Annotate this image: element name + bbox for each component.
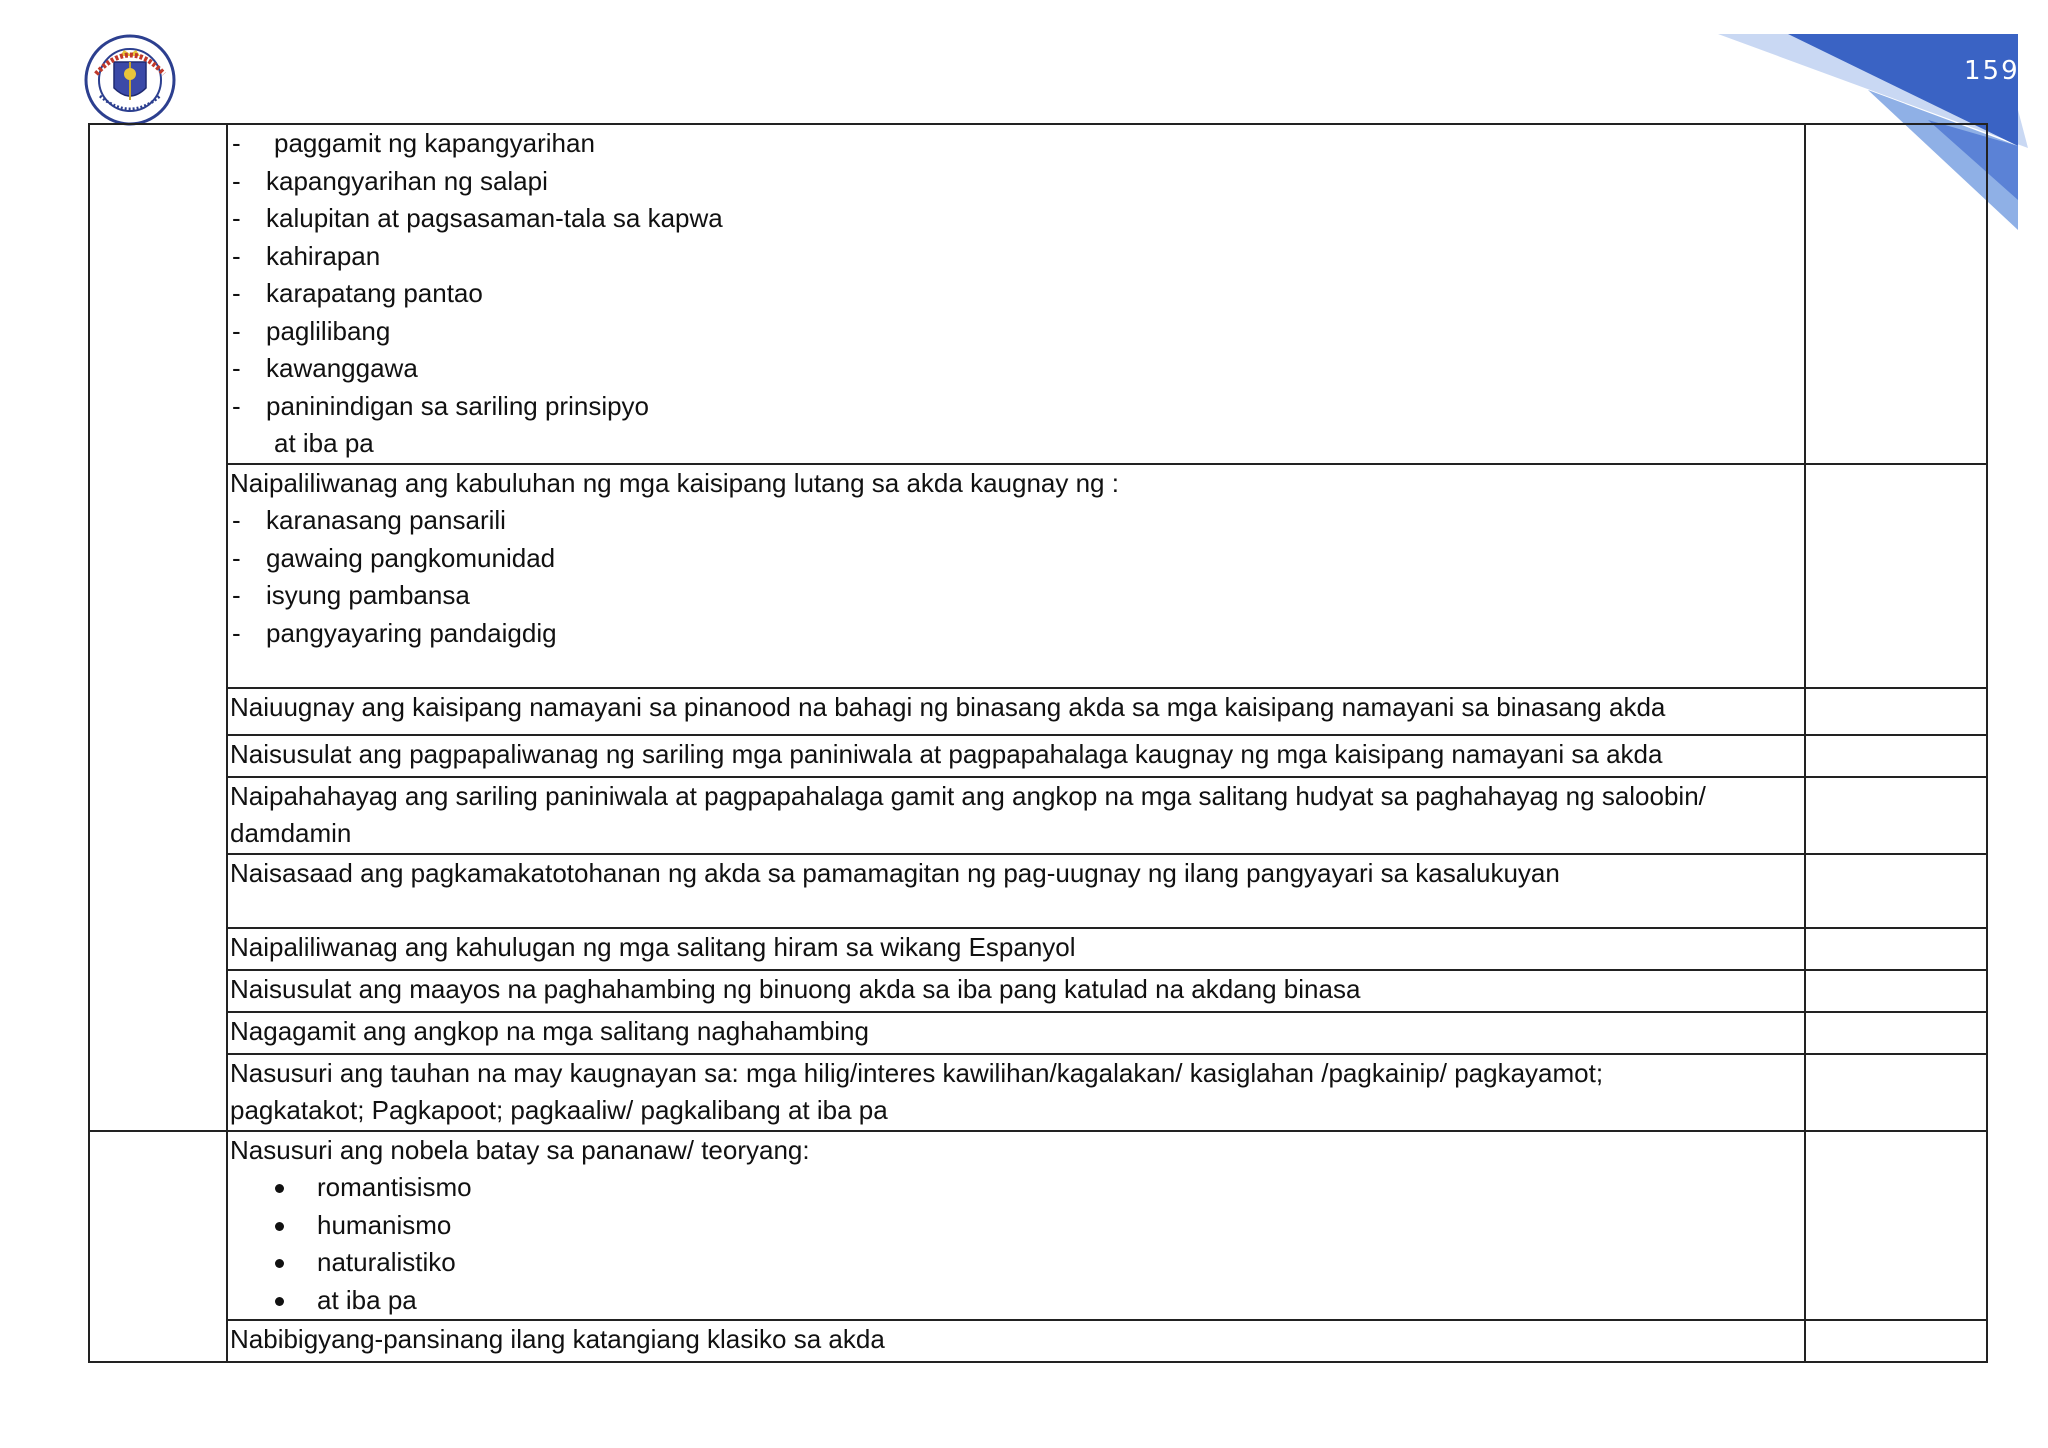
competency-text: Nasusuri ang nobela batay sa pananaw/ teoryang: [230, 1134, 810, 1165]
competency-text: Naisusulat ang pagpapaliwanag ng sariling mga paniniwala at pagpapahalaga kaugnay ng mga kaisipang namayani sa akda [230, 738, 1663, 769]
table-row [89, 777, 1987, 854]
list-item: - kawanggawa [230, 350, 1804, 388]
competency-cell [227, 1131, 1805, 1321]
empty-cell [1805, 928, 1987, 970]
empty-cell [1805, 1054, 1987, 1131]
table-row [89, 854, 1987, 928]
table-row [89, 1012, 1987, 1054]
competency-text: Nasusuri ang tauhan na may kaugnayan sa: mga hilig/interes kawilihan/kagalakan/ kasiglahan /pagkainip/ pagkayamot; [230, 1057, 1604, 1088]
list-item: humanismo [230, 1207, 1804, 1245]
list-item: - kahirapan [230, 238, 1804, 276]
bullet-list [230, 1169, 1804, 1319]
list-item: - kapangyarihan ng salapi [230, 163, 1804, 201]
dash-list [230, 125, 1804, 463]
competency-cell [227, 124, 1805, 464]
deped-seal-logo [84, 34, 176, 126]
empty-cell [1805, 688, 1987, 735]
list-item: - kalupitan at pagsasaman-tala sa kapwa [230, 200, 1804, 238]
list-item: - isyung pambansa [230, 577, 1804, 615]
competency-text: Naisasaad ang pagkamakatotohanan ng akda sa pamamagitan ng pag-uugnay ng ilang pangyayari sa kasalukuyan [230, 857, 1560, 888]
competency-text: pagkatakot; Pagkapoot; pagkaaliw/ pagkalibang at iba pa [230, 1095, 888, 1125]
competency-cell [227, 854, 1805, 928]
competency-cell [227, 1054, 1805, 1131]
list-item: - pangyayaring pandaigdig [230, 615, 1804, 653]
competency-text: Naipahahayag ang sariling paniniwala at pagpapahalaga gamit ang angkop na mga salitang hudyat sa paghahayag ng saloobin/ [230, 780, 1706, 811]
table-row [89, 970, 1987, 1012]
competency-cell [227, 688, 1805, 735]
empty-cell [1805, 1012, 1987, 1054]
list-item: naturalistiko [230, 1244, 1804, 1282]
empty-cell [1805, 1131, 1987, 1321]
empty-cell [1805, 854, 1987, 928]
table-row [89, 688, 1987, 735]
page-number: 159 [1964, 56, 2020, 86]
table-row [89, 735, 1987, 777]
competency-cell [227, 928, 1805, 970]
empty-cell [89, 124, 227, 1131]
competency-cell [227, 970, 1805, 1012]
list-item: romantisismo [230, 1169, 1804, 1207]
table-row [89, 1054, 1987, 1131]
table-row [89, 1320, 1987, 1362]
list-item: - gawaing pangkomunidad [230, 540, 1804, 578]
list-item: - paglilibang [230, 313, 1804, 351]
table-row [89, 464, 1987, 688]
competency-cell [227, 464, 1805, 688]
list-item: - karapatang pantao [230, 275, 1804, 313]
competency-cell [227, 1012, 1805, 1054]
empty-cell [1805, 970, 1987, 1012]
empty-cell [1805, 777, 1987, 854]
competency-table [88, 123, 1988, 1363]
list-item: at iba pa [230, 1282, 1804, 1320]
competency-text: Naiuugnay ang kaisipang namayani sa pinanood na bahagi ng binasang akda sa mga kaisipang namayani sa binasang akda [230, 691, 1666, 722]
table-row [89, 124, 1987, 464]
competency-text: Naipaliliwanag ang kahulugan ng mga salitang hiram sa wikang Espanyol [230, 931, 1076, 962]
competency-text: damdamin [230, 818, 352, 848]
table-row [89, 1131, 1987, 1321]
competency-text: Nagagamit ang angkop na mga salitang naghahambing [230, 1015, 869, 1046]
empty-cell [1805, 464, 1987, 688]
competency-text: Naipaliliwanag ang kabuluhan ng mga kaisipang lutang sa akda kaugnay ng : [230, 467, 1119, 498]
competency-cell [227, 735, 1805, 777]
list-item: - karanasang pansarili [230, 502, 1804, 540]
empty-cell [1805, 735, 1987, 777]
list-item: - paggamit ng kapangyarihan [230, 125, 1804, 163]
competency-text: Naisusulat ang maayos na paghahambing ng binuong akda sa iba pang katulad na akdang binasa [230, 973, 1361, 1004]
list-item: - paninindigan sa sariling prinsipyo [230, 388, 1804, 426]
empty-cell [1805, 1320, 1987, 1362]
competency-cell [227, 1320, 1805, 1362]
empty-cell [89, 1131, 227, 1363]
competency-cell [227, 777, 1805, 854]
competency-text: Nabibigyang-pansinang ilang katangiang klasiko sa akda [230, 1324, 885, 1354]
list-item: at iba pa [274, 428, 374, 458]
table-row [89, 928, 1987, 970]
dash-list [230, 502, 1804, 652]
empty-cell [1805, 124, 1987, 464]
